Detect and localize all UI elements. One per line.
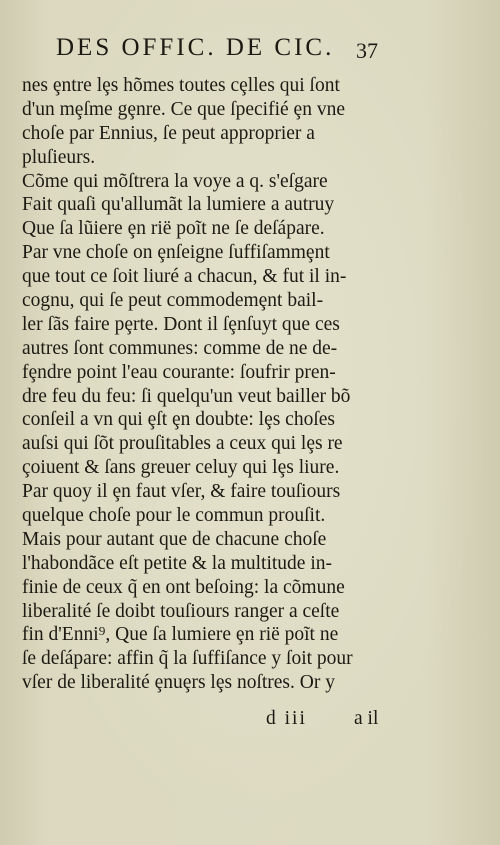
text-line: que tout ce ſoit liuré a chacun, & fut il in-	[22, 266, 347, 288]
text-line: vſer de liberalité ȩnuȩrs lȩs noſtres. Or y	[22, 672, 335, 694]
text-line: d'un mȩſme gȩnre. Ce que ſpecifié ȩn vne	[22, 98, 345, 120]
text-line: Cõme qui mõſtrera la voye a q. s'eſgare	[22, 170, 328, 192]
text-line: quelque choſe pour le commun prouſit.	[22, 505, 326, 527]
text-line: fȩndre point l'eau courante: ſoufrir pren-	[22, 361, 336, 383]
running-head: DES OFFIC. DE CIC.	[56, 34, 335, 61]
text-line: ler ſãs faire pȩrte. Dont il ſȩnſuyt que ces	[22, 313, 340, 335]
text-line: cognu, qui ſe peut commodemȩnt bail-	[22, 290, 324, 312]
text-line: choſe par Ennius, ſe peut approprier a	[22, 122, 315, 144]
catchword: a il	[354, 708, 379, 729]
text-line: autres ſont communes: comme de ne de-	[22, 337, 338, 359]
text-line: finie de ceux q̃ en ont beſoing: la cõmune	[22, 576, 345, 598]
text-line: ſe deſápare: affin q̃ la ſuffiſance y ſoit pour	[22, 648, 353, 670]
text-line: conſeil a vn qui ȩſt ȩn doubte: lȩs choſes	[22, 409, 335, 431]
page-header	[0, 30, 500, 70]
text-line: Fait quaſi qu'allumãt la lumiere a autruy	[22, 194, 335, 216]
text-line: pluſieurs.	[22, 146, 96, 168]
text-line: auſsi qui ſõt prouſitables a ceux qui lȩs re	[22, 433, 343, 455]
page-number: 37	[356, 38, 378, 63]
page-footer	[0, 708, 500, 738]
text-line: dre feu du feu: ſi quelqu'un veut bailler bõ	[22, 385, 351, 407]
text-line: liberalité ſe doibt touſiours ranger a ceſte	[22, 600, 340, 622]
text-line: l'habondãce eſt petite & la multitude in-	[22, 552, 333, 574]
text-line: nes ȩntre lȩs hõmes toutes cȩlles qui ſont	[22, 75, 340, 96]
body-text	[22, 74, 484, 695]
text-line: Par quoy il ȩn faut vſer, & faire touſiours	[22, 481, 341, 503]
text-line: Que ſa lũiere ȩn rië poĩt ne ſe deſápare.	[22, 218, 325, 240]
text-line: fin d'Enni⁹, Que ſa lumiere ȩn rië poĩt ne	[22, 624, 339, 646]
signature-mark: d iii	[266, 708, 307, 729]
text-line: Par vne choſe on ȩnſeigne ſuffiſammȩnt	[22, 242, 330, 264]
text-line: çoiuent & ſans greuer celuy qui lȩs liure.	[22, 457, 340, 479]
text-line: Mais pour autant que de chacune choſe	[22, 528, 327, 550]
